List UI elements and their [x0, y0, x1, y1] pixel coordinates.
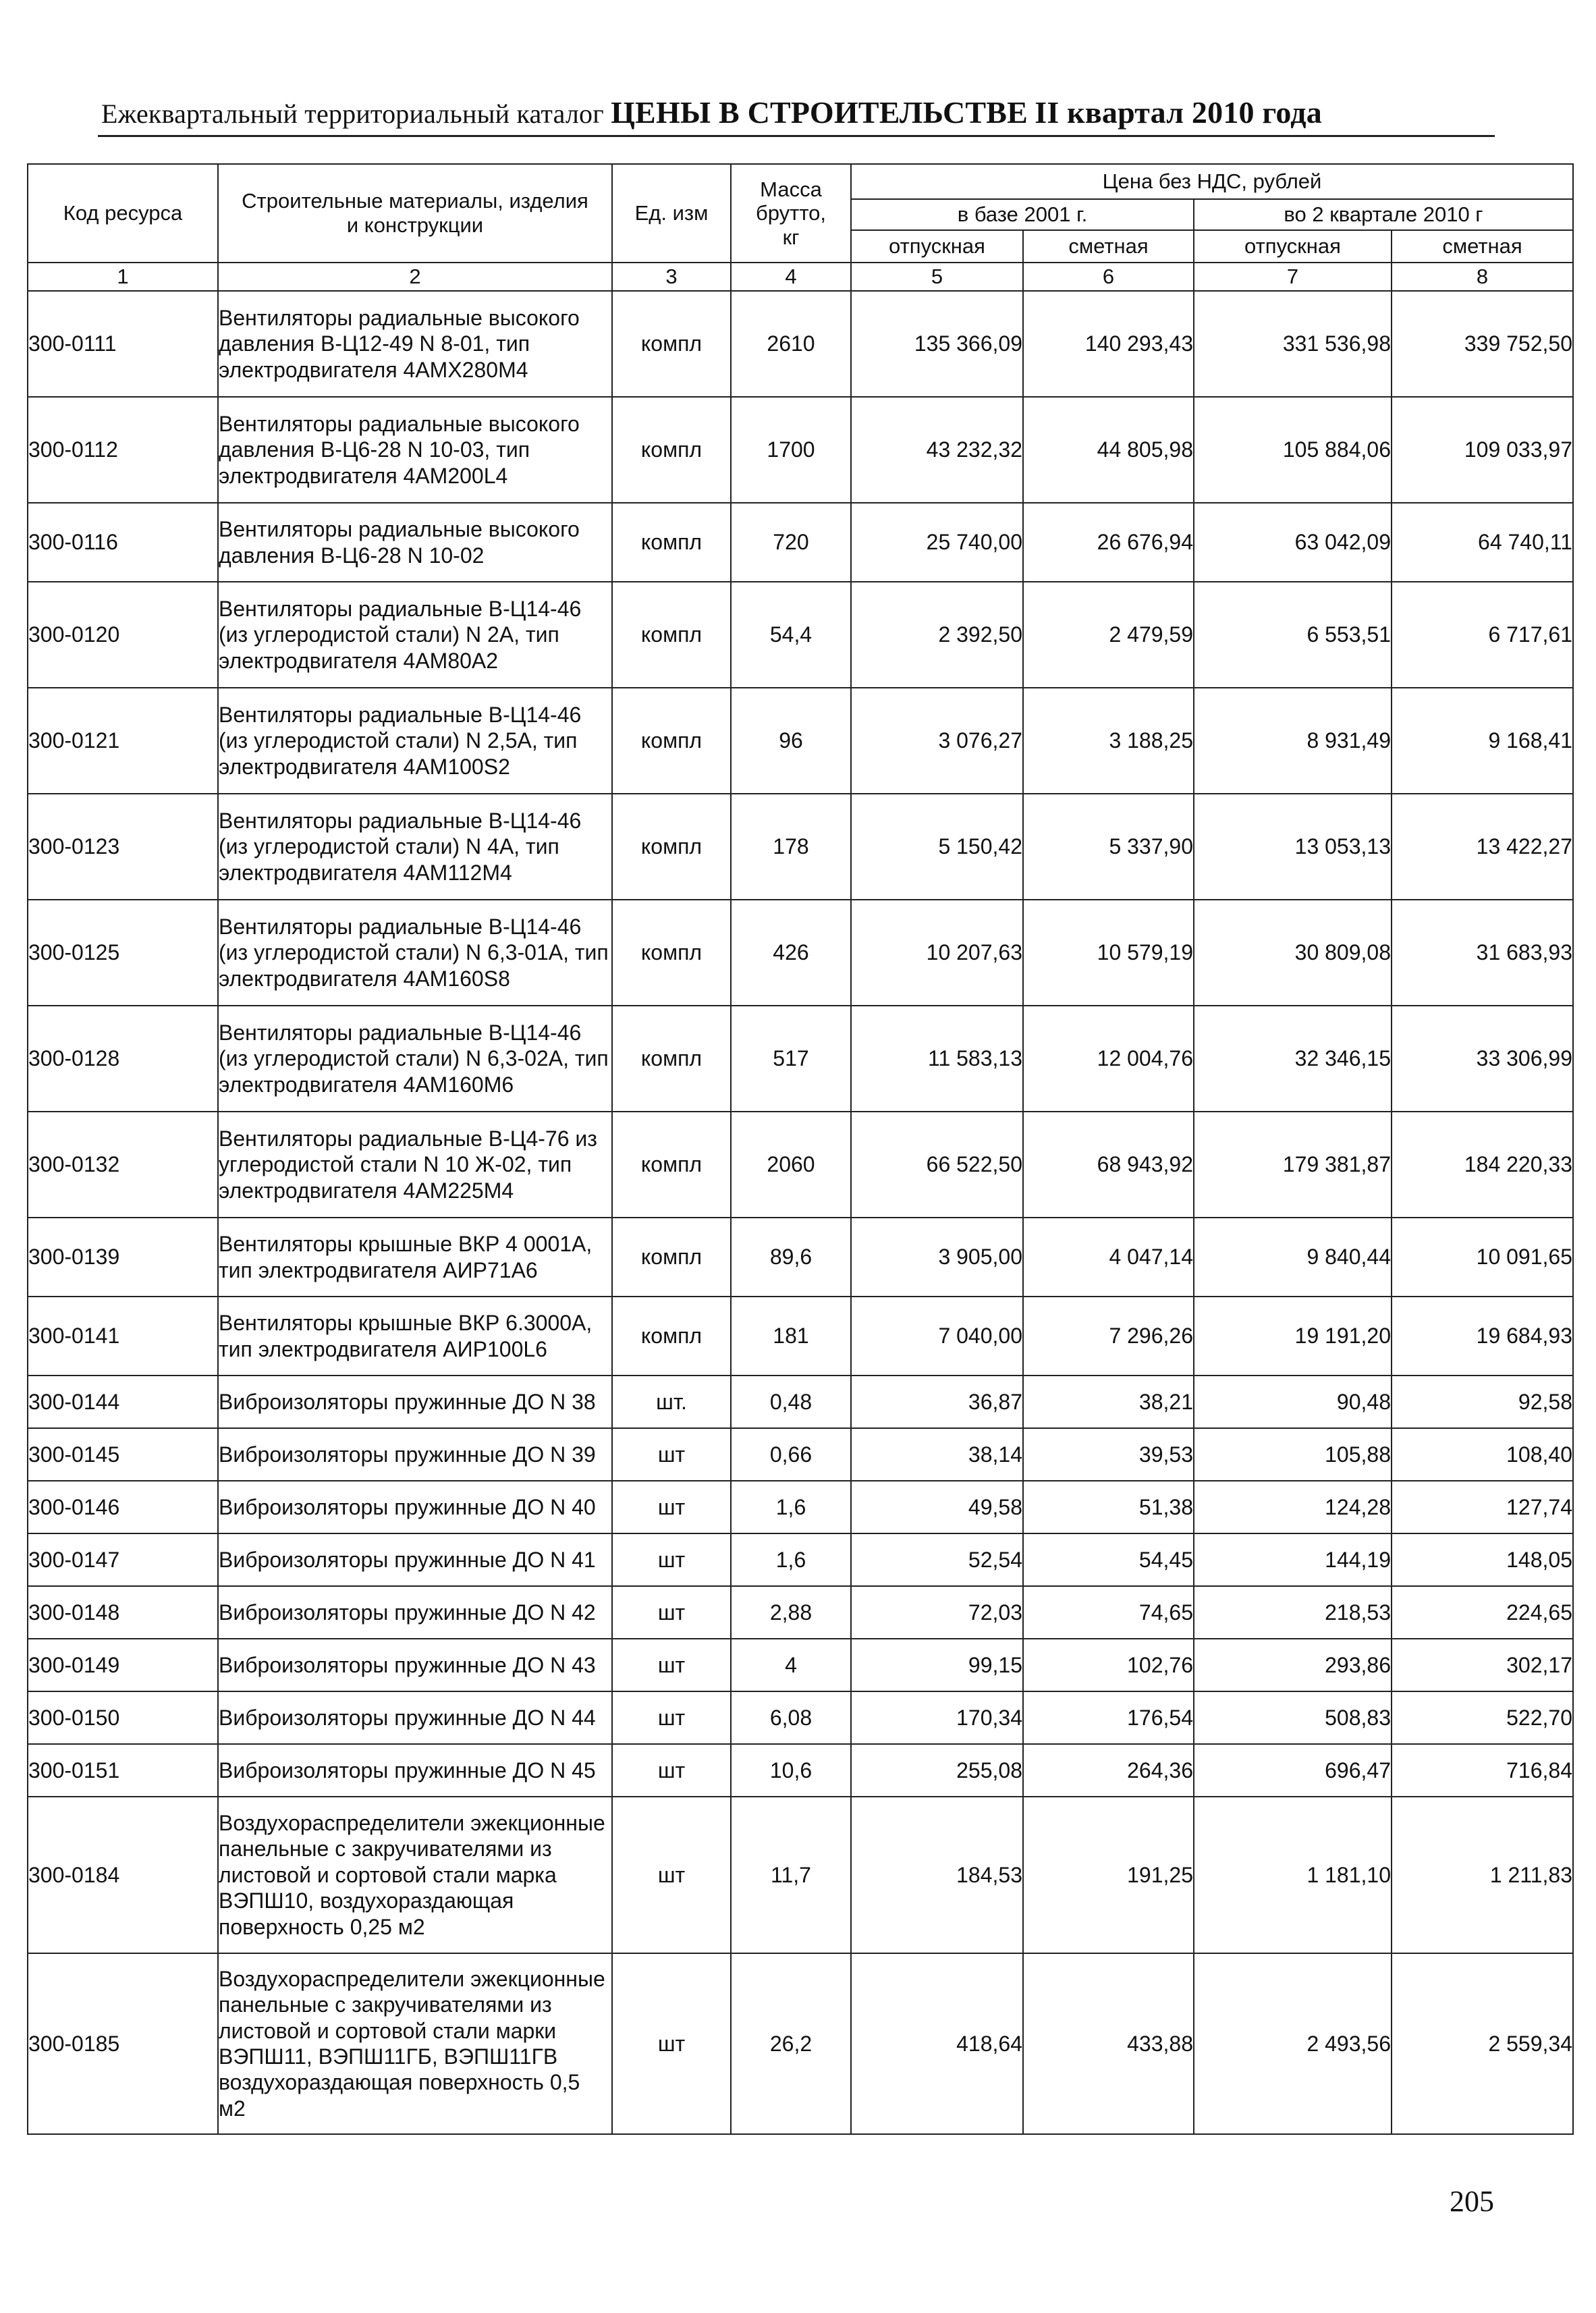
unit-of-measure: шт — [612, 1691, 731, 1744]
current-estimate-price: 109 033,97 — [1392, 397, 1573, 503]
current-estimate-price: 2 559,34 — [1392, 1953, 1573, 2134]
header-price-group: Цена без НДС, рублей — [851, 164, 1573, 199]
base-wholesale-price: 5 150,42 — [851, 794, 1023, 900]
current-wholesale-price: 2 493,56 — [1194, 1953, 1392, 2134]
header-base-2001: в базе 2001 г. — [851, 199, 1194, 230]
current-wholesale-price: 124,28 — [1194, 1481, 1392, 1533]
resource-code: 300-0146 — [28, 1481, 218, 1533]
unit-of-measure: компл — [612, 1218, 731, 1297]
material-name: Виброизоляторы пружинные ДО N 45 — [218, 1744, 612, 1797]
material-name: Виброизоляторы пружинные ДО N 44 — [218, 1691, 612, 1744]
current-estimate-price: 92,58 — [1392, 1376, 1573, 1428]
resource-code: 300-0125 — [28, 900, 218, 1006]
gross-mass: 720 — [731, 503, 851, 582]
base-wholesale-price: 36,87 — [851, 1376, 1023, 1428]
current-estimate-price: 1 211,83 — [1392, 1797, 1573, 1953]
table-row — [28, 1006, 1573, 1112]
resource-code: 300-0111 — [28, 291, 218, 397]
gross-mass: 4 — [731, 1639, 851, 1691]
unit-of-measure: компл — [612, 900, 731, 1006]
table-row — [28, 1691, 1573, 1744]
base-estimate-price: 4 047,14 — [1023, 1218, 1194, 1297]
table-row — [28, 1481, 1573, 1533]
unit-of-measure: компл — [612, 1006, 731, 1112]
gross-mass: 96 — [731, 688, 851, 794]
base-wholesale-price: 418,64 — [851, 1953, 1023, 2134]
current-estimate-price: 302,17 — [1392, 1639, 1573, 1691]
resource-code: 300-0120 — [28, 582, 218, 688]
base-estimate-price: 3 188,25 — [1023, 688, 1194, 794]
gross-mass: 0,48 — [731, 1376, 851, 1428]
base-estimate-price: 176,54 — [1023, 1691, 1194, 1744]
resource-code: 300-0116 — [28, 503, 218, 582]
gross-mass: 0,66 — [731, 1428, 851, 1481]
price-table — [27, 163, 1574, 2135]
table-row — [28, 1744, 1573, 1797]
gross-mass: 54,4 — [731, 582, 851, 688]
table-row — [28, 582, 1573, 688]
gross-mass: 181 — [731, 1297, 851, 1376]
base-wholesale-price: 38,14 — [851, 1428, 1023, 1481]
base-wholesale-price: 7 040,00 — [851, 1297, 1023, 1376]
gross-mass: 178 — [731, 794, 851, 900]
current-estimate-price: 13 422,27 — [1392, 794, 1573, 900]
unit-of-measure: компл — [612, 397, 731, 503]
base-wholesale-price: 184,53 — [851, 1797, 1023, 1953]
unit-of-measure: шт. — [612, 1376, 731, 1428]
base-wholesale-price: 43 232,32 — [851, 397, 1023, 503]
current-estimate-price: 10 091,65 — [1392, 1218, 1573, 1297]
base-wholesale-price: 10 207,63 — [851, 900, 1023, 1006]
resource-code: 300-0128 — [28, 1006, 218, 1112]
header-materials: Строительные материалы, изделия и конструкции — [218, 164, 612, 263]
resource-code: 300-0141 — [28, 1297, 218, 1376]
resource-code: 300-0121 — [28, 688, 218, 794]
current-estimate-price: 716,84 — [1392, 1744, 1573, 1797]
base-wholesale-price: 99,15 — [851, 1639, 1023, 1691]
unit-of-measure: компл — [612, 1297, 731, 1376]
table-row — [28, 1112, 1573, 1218]
current-wholesale-price: 32 346,15 — [1194, 1006, 1392, 1112]
table-row — [28, 1953, 1573, 2134]
unit-of-measure: шт — [612, 1533, 731, 1586]
page-number: 205 — [1450, 2185, 1494, 2218]
material-name: Вентиляторы радиальные высокого давления В-Ц6-28 N 10-03, тип электродвигателя 4АМ200L4 — [218, 397, 612, 503]
material-name: Вентиляторы крышные ВКР 6.3000А, тип электродвигателя АИР100L6 — [218, 1297, 612, 1376]
gross-mass: 2,88 — [731, 1586, 851, 1639]
material-name: Воздухораспределители эжекционные панельные с закручивателями из листовой и сортовой стали марки ВЭПШ11, ВЭПШ11ГБ, ВЭПШ11ГВ воздухораздающая поверхность 0,5 м2 — [218, 1953, 612, 2134]
current-estimate-price: 31 683,93 — [1392, 900, 1573, 1006]
material-name: Вентиляторы радиальные В-Ц14-46 (из углеродистой стали) N 2,5А, тип электродвигателя 4АМ100S2 — [218, 688, 612, 794]
gross-mass: 11,7 — [731, 1797, 851, 1953]
base-wholesale-price: 49,58 — [851, 1481, 1023, 1533]
resource-code: 300-0112 — [28, 397, 218, 503]
resource-code: 300-0184 — [28, 1797, 218, 1953]
base-estimate-price: 54,45 — [1023, 1533, 1194, 1586]
current-wholesale-price: 144,19 — [1194, 1533, 1392, 1586]
resource-code: 300-0148 — [28, 1586, 218, 1639]
base-wholesale-price: 170,34 — [851, 1691, 1023, 1744]
base-wholesale-price: 255,08 — [851, 1744, 1023, 1797]
unit-of-measure: шт — [612, 1744, 731, 1797]
base-wholesale-price: 72,03 — [851, 1586, 1023, 1639]
material-name: Виброизоляторы пружинные ДО N 41 — [218, 1533, 612, 1586]
base-estimate-price: 26 676,94 — [1023, 503, 1194, 582]
gross-mass: 10,6 — [731, 1744, 851, 1797]
base-estimate-price: 10 579,19 — [1023, 900, 1194, 1006]
gross-mass: 6,08 — [731, 1691, 851, 1744]
resource-code: 300-0149 — [28, 1639, 218, 1691]
base-wholesale-price: 25 740,00 — [851, 503, 1023, 582]
header-base-estimate: сметная — [1023, 230, 1194, 263]
base-estimate-price: 433,88 — [1023, 1953, 1194, 2134]
current-estimate-price: 184 220,33 — [1392, 1112, 1573, 1218]
current-wholesale-price: 6 553,51 — [1194, 582, 1392, 688]
running-head — [101, 94, 1491, 130]
table-row — [28, 397, 1573, 503]
base-estimate-price: 74,65 — [1023, 1586, 1194, 1639]
base-estimate-price: 39,53 — [1023, 1428, 1194, 1481]
current-wholesale-price: 179 381,87 — [1194, 1112, 1392, 1218]
current-wholesale-price: 13 053,13 — [1194, 794, 1392, 900]
resource-code: 300-0132 — [28, 1112, 218, 1218]
unit-of-measure: шт — [612, 1797, 731, 1953]
column-number: 4 — [731, 263, 851, 291]
gross-mass: 1700 — [731, 397, 851, 503]
material-name: Виброизоляторы пружинные ДО N 43 — [218, 1639, 612, 1691]
header-rule — [98, 135, 1495, 137]
table-row — [28, 1533, 1573, 1586]
unit-of-measure: шт — [612, 1639, 731, 1691]
current-estimate-price: 64 740,11 — [1392, 503, 1573, 582]
table-row — [28, 1639, 1573, 1691]
base-wholesale-price: 2 392,50 — [851, 582, 1023, 688]
material-name: Вентиляторы радиальные высокого давления В-Ц6-28 N 10-02 — [218, 503, 612, 582]
current-wholesale-price: 293,86 — [1194, 1639, 1392, 1691]
unit-of-measure: компл — [612, 1112, 731, 1218]
current-wholesale-price: 63 042,09 — [1194, 503, 1392, 582]
header-q2-2010: во 2 квартале 2010 г — [1194, 199, 1573, 230]
current-estimate-price: 6 717,61 — [1392, 582, 1573, 688]
resource-code: 300-0144 — [28, 1376, 218, 1428]
base-wholesale-price: 3 905,00 — [851, 1218, 1023, 1297]
table-row — [28, 1797, 1573, 1953]
unit-of-measure: шт — [612, 1481, 731, 1533]
current-wholesale-price: 30 809,08 — [1194, 900, 1392, 1006]
unit-of-measure: шт — [612, 1586, 731, 1639]
table-row — [28, 794, 1573, 900]
gross-mass: 1,6 — [731, 1533, 851, 1586]
material-name: Виброизоляторы пружинные ДО N 42 — [218, 1586, 612, 1639]
base-estimate-price: 102,76 — [1023, 1639, 1194, 1691]
catalog-period: II квартал 2010 года — [1035, 95, 1322, 130]
gross-mass: 1,6 — [731, 1481, 851, 1533]
header-cur-wholesale: отпускная — [1194, 230, 1392, 263]
header-code: Код ресурса — [28, 164, 218, 263]
base-estimate-price: 7 296,26 — [1023, 1297, 1194, 1376]
table-row — [28, 1297, 1573, 1376]
header-mass: Масса брутто, кг — [731, 164, 851, 263]
base-estimate-price: 51,38 — [1023, 1481, 1194, 1533]
current-wholesale-price: 19 191,20 — [1194, 1297, 1392, 1376]
current-wholesale-price: 218,53 — [1194, 1586, 1392, 1639]
current-estimate-price: 224,65 — [1392, 1586, 1573, 1639]
current-wholesale-price: 331 536,98 — [1194, 291, 1392, 397]
current-estimate-price: 33 306,99 — [1392, 1006, 1573, 1112]
running-title: Ежеквартальный территориальный каталог — [101, 99, 604, 129]
base-estimate-price: 140 293,43 — [1023, 291, 1194, 397]
resource-code: 300-0123 — [28, 794, 218, 900]
table-header — [28, 164, 1573, 291]
resource-code: 300-0151 — [28, 1744, 218, 1797]
current-wholesale-price: 9 840,44 — [1194, 1218, 1392, 1297]
material-name: Виброизоляторы пружинные ДО N 39 — [218, 1428, 612, 1481]
unit-of-measure: компл — [612, 582, 731, 688]
gross-mass: 89,6 — [731, 1218, 851, 1297]
base-estimate-price: 12 004,76 — [1023, 1006, 1194, 1112]
catalog-name: ЦЕНЫ В СТРОИТЕЛЬСТВЕ — [611, 95, 1028, 130]
current-wholesale-price: 8 931,49 — [1194, 688, 1392, 794]
base-wholesale-price: 3 076,27 — [851, 688, 1023, 794]
column-number: 6 — [1023, 263, 1194, 291]
table-row — [28, 1218, 1573, 1297]
column-number-row — [28, 263, 1573, 291]
current-estimate-price: 9 168,41 — [1392, 688, 1573, 794]
gross-mass: 2610 — [731, 291, 851, 397]
base-wholesale-price: 135 366,09 — [851, 291, 1023, 397]
gross-mass: 517 — [731, 1006, 851, 1112]
column-number: 5 — [851, 263, 1023, 291]
column-number: 3 — [612, 263, 731, 291]
material-name: Вентиляторы радиальные высокого давления В-Ц12-49 N 8-01, тип электродвигателя 4АМХ280М4 — [218, 291, 612, 397]
table-row — [28, 291, 1573, 397]
table-row — [28, 503, 1573, 582]
unit-of-measure: шт — [612, 1428, 731, 1481]
base-estimate-price: 68 943,92 — [1023, 1112, 1194, 1218]
resource-code: 300-0145 — [28, 1428, 218, 1481]
base-estimate-price: 264,36 — [1023, 1744, 1194, 1797]
column-number: 1 — [28, 263, 218, 291]
current-wholesale-price: 105,88 — [1194, 1428, 1392, 1481]
gross-mass: 2060 — [731, 1112, 851, 1218]
current-estimate-price: 522,70 — [1392, 1691, 1573, 1744]
base-estimate-price: 38,21 — [1023, 1376, 1194, 1428]
base-wholesale-price: 52,54 — [851, 1533, 1023, 1586]
base-estimate-price: 191,25 — [1023, 1797, 1194, 1953]
material-name: Вентиляторы крышные ВКР 4 0001А, тип электродвигателя АИР71А6 — [218, 1218, 612, 1297]
column-number: 7 — [1194, 263, 1392, 291]
resource-code: 300-0147 — [28, 1533, 218, 1586]
current-wholesale-price: 105 884,06 — [1194, 397, 1392, 503]
unit-of-measure: шт — [612, 1953, 731, 2134]
table-row — [28, 1428, 1573, 1481]
unit-of-measure: компл — [612, 794, 731, 900]
resource-code: 300-0139 — [28, 1218, 218, 1297]
current-wholesale-price: 90,48 — [1194, 1376, 1392, 1428]
base-estimate-price: 5 337,90 — [1023, 794, 1194, 900]
table-row — [28, 688, 1573, 794]
material-name: Вентиляторы радиальные В-Ц14-46 (из углеродистой стали) N 6,3-02А, тип электродвигателя 4АМ160М6 — [218, 1006, 612, 1112]
header-cur-estimate: сметная — [1392, 230, 1573, 263]
table-row — [28, 1376, 1573, 1428]
table-row — [28, 1586, 1573, 1639]
material-name: Вентиляторы радиальные В-Ц14-46 (из углеродистой стали) N 2А, тип электродвигателя 4АМ80А2 — [218, 582, 612, 688]
base-estimate-price: 2 479,59 — [1023, 582, 1194, 688]
base-wholesale-price: 11 583,13 — [851, 1006, 1023, 1112]
current-wholesale-price: 508,83 — [1194, 1691, 1392, 1744]
unit-of-measure: компл — [612, 291, 731, 397]
unit-of-measure: компл — [612, 688, 731, 794]
current-wholesale-price: 1 181,10 — [1194, 1797, 1392, 1953]
unit-of-measure: компл — [612, 503, 731, 582]
material-name: Виброизоляторы пружинные ДО N 38 — [218, 1376, 612, 1428]
material-name: Вентиляторы радиальные В-Ц4-76 из углеродистой стали N 10 Ж-02, тип электродвигателя 4АМ225М4 — [218, 1112, 612, 1218]
current-wholesale-price: 696,47 — [1194, 1744, 1392, 1797]
header-base-wholesale: отпускная — [851, 230, 1023, 263]
table-body — [28, 291, 1573, 2134]
table-row — [28, 900, 1573, 1006]
column-number: 2 — [218, 263, 612, 291]
gross-mass: 26,2 — [731, 1953, 851, 2134]
current-estimate-price: 339 752,50 — [1392, 291, 1573, 397]
current-estimate-price: 148,05 — [1392, 1533, 1573, 1586]
resource-code: 300-0185 — [28, 1953, 218, 2134]
material-name: Воздухораспределители эжекционные панельные с закручивателями из листовой и сортовой стали марка ВЭПШ10, воздухораздающая поверхность 0,25 м2 — [218, 1797, 612, 1953]
base-estimate-price: 44 805,98 — [1023, 397, 1194, 503]
header-unit: Ед. изм — [612, 164, 731, 263]
base-wholesale-price: 66 522,50 — [851, 1112, 1023, 1218]
column-number: 8 — [1392, 263, 1573, 291]
material-name: Вентиляторы радиальные В-Ц14-46 (из углеродистой стали) N 6,3-01А, тип электродвигателя 4АМ160S8 — [218, 900, 612, 1006]
current-estimate-price: 127,74 — [1392, 1481, 1573, 1533]
gross-mass: 426 — [731, 900, 851, 1006]
material-name: Виброизоляторы пружинные ДО N 40 — [218, 1481, 612, 1533]
current-estimate-price: 108,40 — [1392, 1428, 1573, 1481]
current-estimate-price: 19 684,93 — [1392, 1297, 1573, 1376]
resource-code: 300-0150 — [28, 1691, 218, 1744]
material-name: Вентиляторы радиальные В-Ц14-46 (из углеродистой стали) N 4А, тип электродвигателя 4АМ112М4 — [218, 794, 612, 900]
